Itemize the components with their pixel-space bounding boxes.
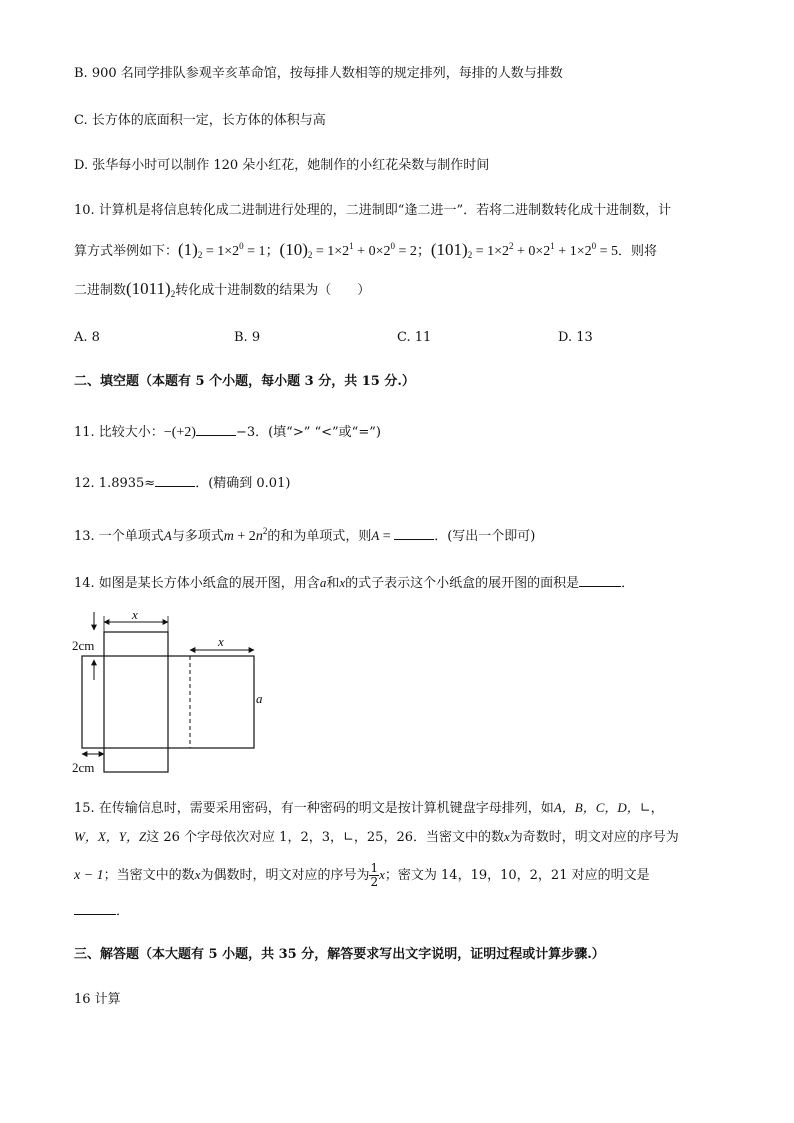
q10-option-a: A. 8	[74, 330, 100, 345]
section-2-heading: 二、填空题（本题有 5 个小题，每小题 3 分，共 15 分.）	[74, 374, 415, 389]
q10-l3-lead: 二进制数	[74, 283, 127, 298]
q15-l3-mid: ；当密文中的数	[103, 868, 195, 883]
q10-line-3	[74, 279, 370, 304]
q10-ex2-rhs: = 1×2	[312, 244, 350, 259]
ellipsis-icon: ∟	[639, 801, 651, 816]
fraction-denominator: 2	[370, 875, 379, 889]
q10-ex3-rhs: = 1×2	[472, 244, 509, 259]
q10-line-1: 10. 计算机是将信息转化成二进制进行处理的，二进制即“逢二进一”．若将二进制数转化成十进制数，计	[74, 203, 672, 218]
q15-answer-blank[interactable]	[74, 900, 116, 915]
q9-option-d: D. 张华每小时可以制作 120 朵小红花，她制作的小红花朵数与制作时间	[74, 158, 490, 173]
q10-ex1-tail: = 1	[243, 244, 266, 259]
q15-comma: ，	[650, 801, 664, 816]
q10-sup: 2	[509, 241, 514, 251]
q11-answer-blank[interactable]	[196, 421, 236, 436]
q14-lead: 14. 如图是某长方体小纸盒的展开图，用含	[74, 576, 320, 591]
q10-option-b: B. 9	[234, 330, 261, 345]
q10-sup: 0	[390, 241, 395, 251]
label-2cm-top: 2cm	[72, 638, 95, 653]
q10-ex1-lhs: (1)	[178, 240, 198, 259]
q11-lead: 11. 比较大小：	[74, 425, 164, 440]
section-3-heading: 三、解答题（本大题有 5 小题，共 35 分，解答要求写出文字说明，证明过程或计算步骤.）	[74, 947, 605, 962]
q12-answer-blank[interactable]	[155, 472, 195, 487]
q11	[74, 421, 381, 443]
q10-sup: 0	[591, 241, 597, 251]
q13-mid: 与多项式	[171, 529, 224, 544]
q13-eq: =	[379, 529, 395, 544]
q12-lead: 12. 1.8935≈	[74, 476, 156, 491]
q15-lead: 15. 在传输信息时，需要采用密码，有一种密码的明文是按计算机键盘字母排列，如	[74, 801, 554, 816]
q10-option-c: C. 11	[397, 330, 432, 345]
q10-sep: ；	[265, 244, 280, 259]
q15-l2-tail: 为奇数时，明文对应的序号为	[509, 830, 679, 845]
q14-answer-blank[interactable]	[579, 572, 621, 587]
q15-l2-mid: 这 26 个字母依次对应 1，2，3，	[146, 830, 343, 845]
q10-ex2-tail: = 2	[394, 244, 417, 259]
q10-ex3-lhs: (101)	[430, 240, 468, 259]
box-net-diagram	[70, 608, 270, 778]
q10-sub: 2	[197, 250, 203, 260]
label-x-top: x	[132, 608, 138, 622]
q12	[74, 472, 290, 494]
q15-expr: x − 1	[74, 868, 104, 883]
q12-tail: ．(精确到 0.01)	[195, 476, 291, 491]
q14-and: 和	[326, 576, 340, 591]
q9-option-c: C. 长方体的底面积一定，长方体的体积与高	[74, 113, 326, 128]
q13-mid2: 的和为单项式，则	[267, 529, 372, 544]
q10-sup: 1	[550, 241, 555, 251]
q10-sub: 2	[307, 250, 313, 260]
q10-lead: 算方式举例如下：	[74, 244, 179, 259]
q10-ex3-tail: = 5	[596, 244, 618, 259]
q15-line-4	[74, 900, 129, 922]
q16: 16 计算	[74, 992, 121, 1007]
q10-l2-end: ．则将	[618, 244, 658, 259]
q10-line-2	[74, 236, 657, 265]
q14-period: ．	[621, 576, 635, 591]
q15-period: ．	[116, 904, 130, 919]
q10-sub: 2	[467, 250, 473, 260]
q10-sup: 1	[349, 241, 354, 251]
q10-option-d: D. 13	[558, 330, 593, 345]
label-2cm-bottom: 2cm	[72, 760, 95, 775]
q9-option-b: B. 900 名同学排队参观辛亥革命馆，按每排人数相等的规定排列，每排的人数与排数	[74, 66, 563, 81]
q10-sub: 2	[170, 289, 176, 299]
q10-sep: ；	[416, 244, 431, 259]
q10-ex2-mid: + 0×2	[353, 244, 391, 259]
q11-tail: −3．(填“>” “<”或“=”)	[235, 425, 381, 440]
q15-var-x: x	[504, 829, 510, 844]
q10-ex1-rhs: = 1×2	[202, 244, 240, 259]
q14-tail: 的式子表示这个小纸盒的展开图的面积是	[345, 576, 580, 591]
q10-ex2-lhs: (10)	[279, 240, 308, 259]
label-a: a	[256, 691, 263, 706]
q14-var-x: x	[339, 575, 346, 590]
q15-l2-end: ，25，26．当密文中的数	[353, 830, 504, 845]
q11-expr: −(+2)	[163, 425, 196, 440]
q13-answer-blank[interactable]	[394, 525, 434, 540]
q13	[74, 521, 535, 547]
q13-lead: 13. 一个单项式	[74, 529, 164, 544]
fraction-numerator: 1	[370, 861, 379, 875]
q10-ex3-mid2: + 1×2	[554, 244, 592, 259]
q13-sup: 2	[262, 526, 268, 536]
q15-letters-2: W，X，Y，Z	[74, 829, 147, 844]
q15-var-x: x	[379, 867, 385, 882]
q15-fraction	[369, 862, 379, 889]
q13-poly-m: m	[223, 529, 234, 544]
q15-line-3	[74, 862, 650, 889]
q10-sup: 0	[239, 241, 244, 251]
q13-var-a: A	[371, 528, 380, 543]
net-fold-lines	[104, 656, 190, 748]
q15-l3-mid2: 为偶数时，明文对应的序号为	[200, 868, 370, 883]
q14	[74, 572, 634, 594]
q10-l3-end: 转化成十进制数的结果为（ ）	[175, 283, 371, 298]
q13-poly-plus: + 2	[233, 529, 256, 544]
q15-l3-end: ；密文为 14，19，10，2，21 对应的明文是	[384, 868, 650, 883]
q13-var-a: A	[163, 528, 172, 543]
q10-ex3-mid1: + 0×2	[513, 244, 551, 259]
q14-var-a: a	[319, 575, 327, 590]
q10-l3-num: (1011)	[126, 279, 171, 298]
q15-letters-1: A，B，C，D，	[553, 800, 640, 815]
q15-var-x: x	[194, 867, 201, 882]
q15-line-2	[74, 827, 679, 848]
q13-tail: ．(写出一个即可)	[434, 529, 536, 544]
label-x-mid: x	[218, 634, 224, 649]
q15-line-1	[74, 798, 664, 819]
ellipsis-icon: ∟	[343, 830, 354, 845]
q13-poly-n: n	[255, 529, 263, 544]
